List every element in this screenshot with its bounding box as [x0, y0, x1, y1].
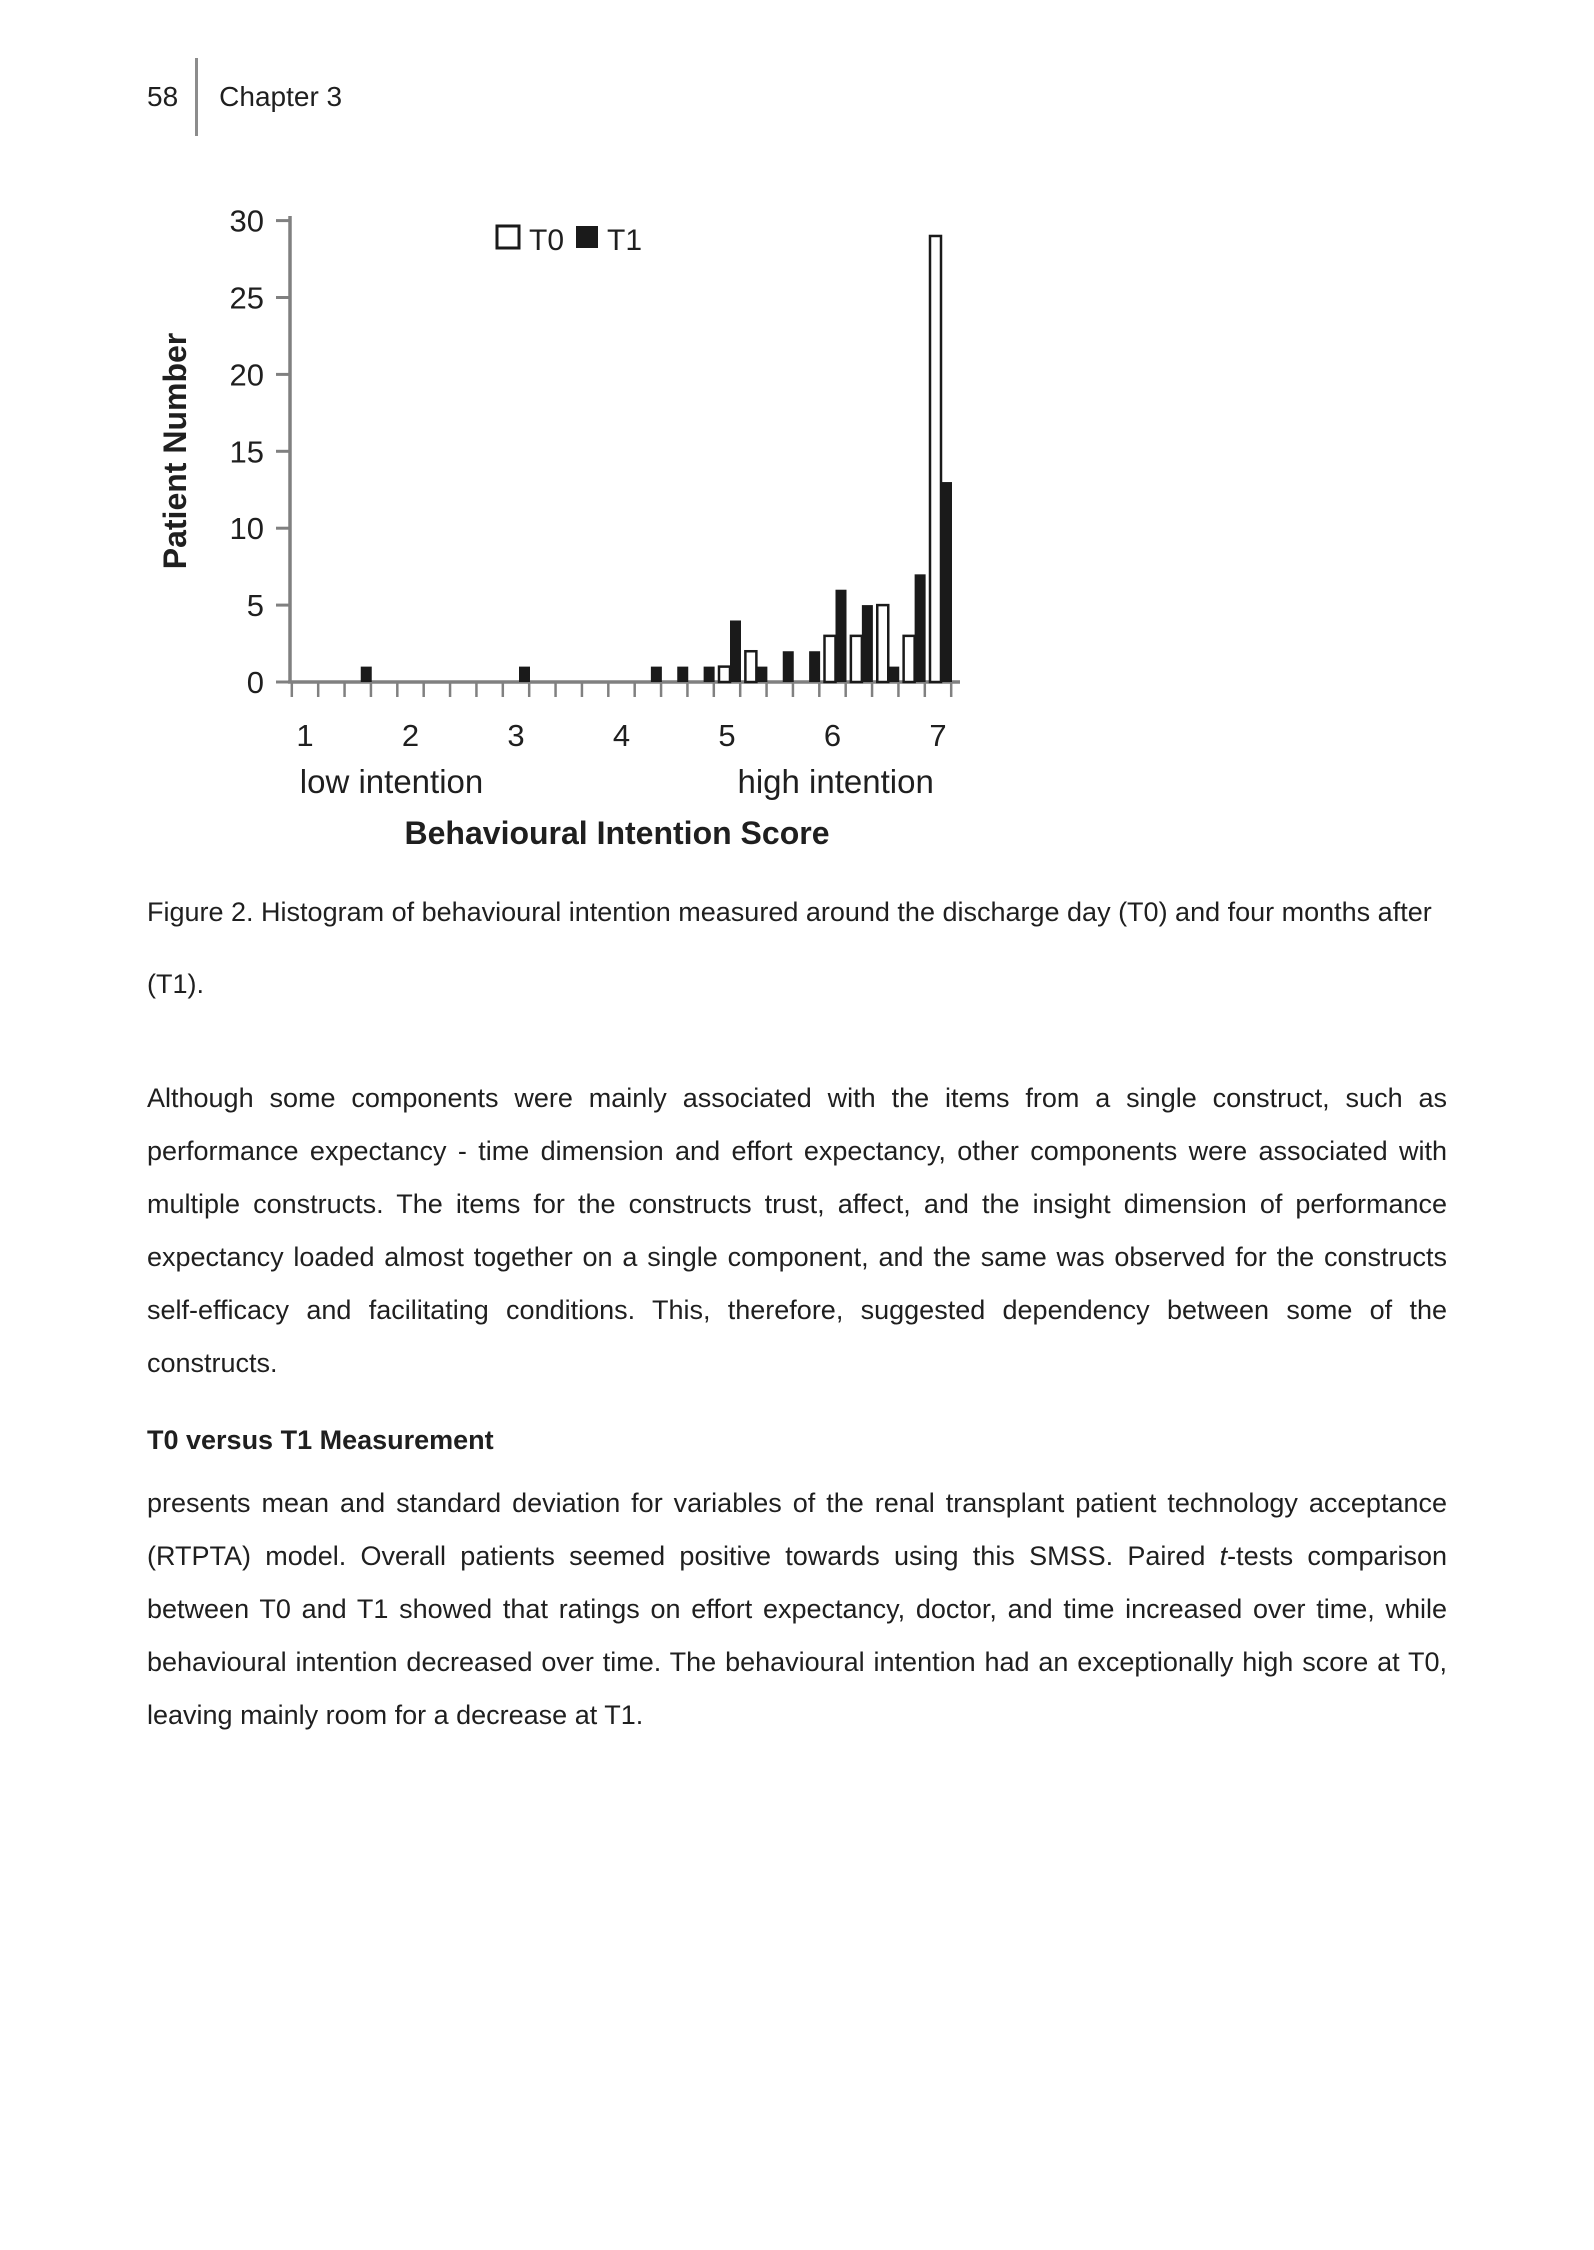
chart-annotations — [300, 763, 934, 800]
bar-t1 — [651, 667, 662, 682]
y-tick-label: 5 — [246, 588, 264, 624]
bar-t0 — [825, 636, 836, 682]
bar-t1 — [941, 482, 952, 682]
y-tick-label: 20 — [229, 357, 264, 393]
x-tick-label: 2 — [401, 718, 420, 753]
legend-label-t1: T1 — [607, 224, 643, 257]
bar-t1 — [519, 667, 530, 682]
x-tick-label: 3 — [507, 718, 525, 753]
bar-t1 — [756, 667, 767, 682]
legend-label-t0: T0 — [529, 224, 565, 257]
y-tick-label: 30 — [229, 203, 264, 239]
bar-t1 — [704, 667, 715, 682]
paragraph-2-segment: -tests comparison between T0 and T1 showed that ratings on effort expectancy, doctor, and time increased over time, while behavioural intention decreased over time. The behavioural intention had an exceptionally high score at T0, leaving mainly room for a decrease at T1. — [147, 1541, 1447, 1730]
paragraph-2-segment: presents mean and standard deviation for variables of the renal transplant patient technology acceptance (RTPTA) model. Overall patients seemed positive towards using this SMSS. Paired — [147, 1488, 1447, 1571]
bar-t1 — [915, 574, 926, 682]
body-paragraph-2 — [147, 1477, 1447, 1742]
x-tick-label: 1 — [296, 718, 314, 753]
page-number: 58 — [147, 81, 179, 112]
figure-chart — [0, 0, 1594, 900]
bar-t1 — [361, 667, 372, 682]
bar-t1 — [888, 667, 899, 682]
paragraph-2-segment: t — [1219, 1541, 1228, 1571]
bar-t1 — [862, 605, 873, 682]
bar-t1 — [836, 590, 847, 682]
y-tick-label: 0 — [246, 665, 264, 700]
figure-caption: Figure 2. Histogram of behavioural intention measured around the discharge day (T0) and four months after (T1). — [147, 897, 1432, 999]
x-tick-label: 4 — [612, 718, 631, 753]
x-tick-label: 5 — [718, 718, 736, 753]
legend-swatch-t1 — [576, 226, 598, 248]
y-tick-label: 25 — [229, 280, 264, 316]
x-annotation-low: low intention — [299, 763, 484, 800]
bar-t0 — [904, 636, 915, 682]
bar-t0 — [930, 236, 941, 682]
bar-t1 — [677, 667, 688, 682]
bar-t0 — [745, 651, 756, 682]
body-paragraph-1: Although some components were mainly associated with the items from a single construct, such as performance expectancy - time dimension and effort expectancy, other components were associated with multiple constructs. The items for the constructs trust, affect, and the insight dimension of performance expectancy loaded almost together on a single component, and the same was observed for the constructs self-efficacy and facilitating conditions. This, therefore, suggested dependency between some of the constructs. — [147, 1083, 1447, 1378]
section-heading: T0 versus T1 Measurement — [147, 1425, 494, 1455]
bar-t0 — [719, 667, 730, 682]
legend-swatch-t0 — [497, 226, 519, 248]
x-annotation-high: high intention — [737, 763, 934, 800]
bar-t1 — [783, 651, 794, 682]
x-tick-label: 6 — [823, 718, 842, 753]
y-tick-label: 10 — [229, 511, 264, 547]
chapter-title: Chapter 3 — [219, 81, 343, 112]
legend — [497, 224, 642, 257]
chart-bars — [361, 236, 952, 682]
bar-t0 — [851, 636, 862, 682]
y-tick-label: 15 — [229, 434, 264, 470]
bar-t1 — [730, 620, 741, 682]
x-tick-label: 7 — [929, 718, 947, 753]
bar-t1 — [809, 651, 820, 682]
bar-t0 — [877, 605, 888, 682]
x-axis-title: Behavioural Intention Score — [404, 815, 830, 851]
y-axis-title: Patient Number — [157, 332, 193, 570]
